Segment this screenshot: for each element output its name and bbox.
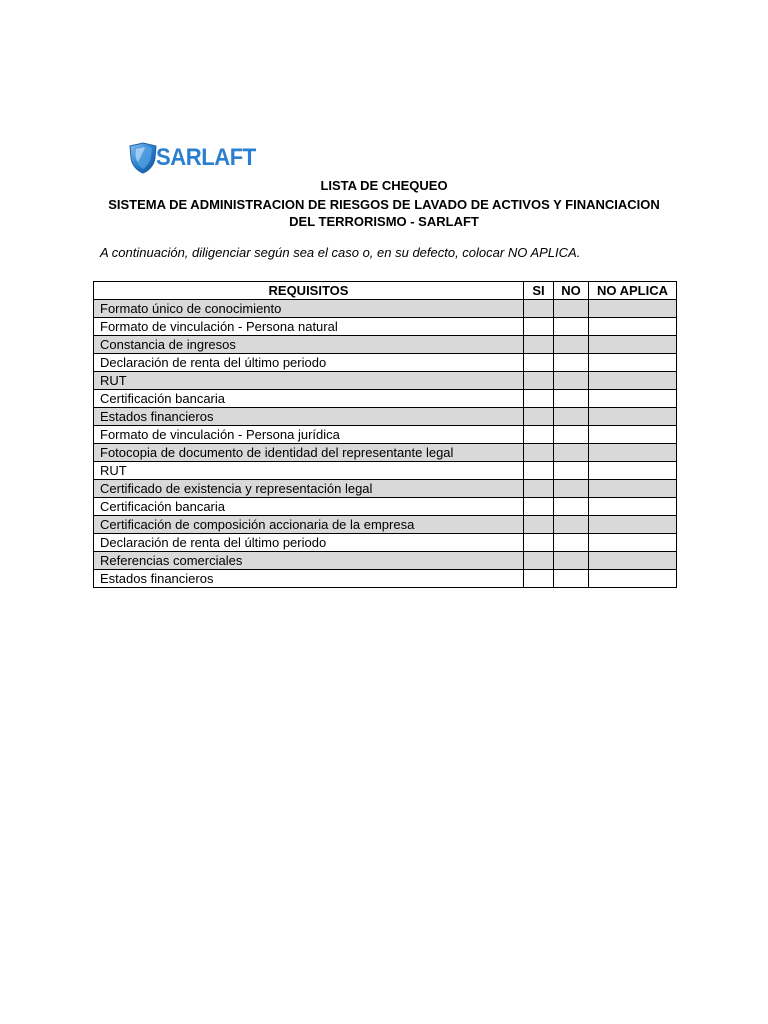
table-row [94,318,677,336]
checkbox-cell-no-aplica[interactable] [589,372,677,390]
requirement-cell: RUT [94,372,524,390]
page-title: LISTA DE CHEQUEO [320,178,448,193]
checkbox-cell-si[interactable] [524,318,554,336]
checkbox-cell-no-aplica[interactable] [589,318,677,336]
checkbox-cell-no[interactable] [554,372,589,390]
checkbox-cell-no-aplica[interactable] [589,462,677,480]
requirement-cell: Estados financieros [94,570,524,588]
requirement-cell: Referencias comerciales [94,552,524,570]
checkbox-cell-no-aplica[interactable] [589,354,677,372]
checkbox-cell-no[interactable] [554,318,589,336]
checkbox-cell-no-aplica[interactable] [589,516,677,534]
checkbox-cell-no[interactable] [554,516,589,534]
checkbox-cell-si[interactable] [524,372,554,390]
instruction-text: A continuación, diligenciar según sea el caso o, en su defecto, colocar NO APLICA. [100,245,581,260]
requirement-cell: Declaración de renta del último periodo [94,534,524,552]
requirement-cell: Formato único de conocimiento [94,300,524,318]
table-row [94,300,677,318]
checkbox-cell-no-aplica[interactable] [589,300,677,318]
checkbox-cell-si[interactable] [524,498,554,516]
checkbox-cell-si[interactable] [524,570,554,588]
checkbox-cell-no[interactable] [554,426,589,444]
checkbox-cell-no[interactable] [554,480,589,498]
requirement-cell: Fotocopia de documento de identidad del representante legal [94,444,524,462]
table-header-row [94,282,677,300]
checkbox-cell-no[interactable] [554,534,589,552]
checkbox-cell-si[interactable] [524,444,554,462]
checkbox-cell-si[interactable] [524,426,554,444]
header-si: SI [524,282,554,300]
page-subtitle: SISTEMA DE ADMINISTRACION DE RIESGOS DE LAVADO DE ACTIVOS Y FINANCIACION DEL TERRORISMO - SARLAFT [108,197,660,229]
checklist-table [93,281,677,588]
table-row [94,552,677,570]
table-row [94,354,677,372]
checkbox-cell-si[interactable] [524,336,554,354]
checkbox-cell-no[interactable] [554,570,589,588]
checkbox-cell-si[interactable] [524,390,554,408]
checkbox-cell-no[interactable] [554,408,589,426]
checkbox-cell-si[interactable] [524,462,554,480]
table-row [94,480,677,498]
table-row [94,426,677,444]
checkbox-cell-no-aplica[interactable] [589,552,677,570]
checkbox-cell-si[interactable] [524,516,554,534]
checkbox-cell-si[interactable] [524,480,554,498]
checkbox-cell-no[interactable] [554,336,589,354]
checkbox-cell-no-aplica[interactable] [589,534,677,552]
checkbox-cell-no-aplica[interactable] [589,390,677,408]
table-row [94,570,677,588]
requirement-cell: Constancia de ingresos [94,336,524,354]
checkbox-cell-no-aplica[interactable] [589,408,677,426]
sarlaft-logo [128,142,264,174]
checkbox-cell-si[interactable] [524,354,554,372]
checkbox-cell-no-aplica[interactable] [589,480,677,498]
checkbox-cell-no[interactable] [554,462,589,480]
requirement-cell: Formato de vinculación - Persona natural [94,318,524,336]
header-no: NO [554,282,589,300]
checkbox-cell-no[interactable] [554,498,589,516]
table-row [94,444,677,462]
header-no-aplica: NO APLICA [589,282,677,300]
table-row [94,372,677,390]
table-row [94,516,677,534]
checkbox-cell-no[interactable] [554,552,589,570]
table-row [94,390,677,408]
table-row [94,498,677,516]
checkbox-cell-no-aplica[interactable] [589,570,677,588]
checkbox-cell-si[interactable] [524,552,554,570]
checkbox-cell-si[interactable] [524,534,554,552]
checkbox-cell-no[interactable] [554,390,589,408]
table-row [94,336,677,354]
requirement-cell: Certificado de existencia y representación legal [94,480,524,498]
requirement-cell: Formato de vinculación - Persona jurídica [94,426,524,444]
requirement-cell: RUT [94,462,524,480]
checkbox-cell-no-aplica[interactable] [589,336,677,354]
checkbox-cell-no-aplica[interactable] [589,498,677,516]
header-requisitos: REQUISITOS [94,282,524,300]
table-row [94,462,677,480]
requirement-cell: Estados financieros [94,408,524,426]
checkbox-cell-no[interactable] [554,300,589,318]
checkbox-cell-no[interactable] [554,444,589,462]
checkbox-cell-no-aplica[interactable] [589,444,677,462]
table-row [94,408,677,426]
table-row [94,534,677,552]
checkbox-cell-si[interactable] [524,408,554,426]
requirement-cell: Declaración de renta del último periodo [94,354,524,372]
logo-text: SARLAFT [156,144,256,171]
checkbox-cell-no-aplica[interactable] [589,426,677,444]
checkbox-cell-no[interactable] [554,354,589,372]
requirement-cell: Certificación bancaria [94,390,524,408]
shield-icon [128,142,158,174]
requirement-cell: Certificación bancaria [94,498,524,516]
requirement-cell: Certificación de composición accionaria de la empresa [94,516,524,534]
checkbox-cell-si[interactable] [524,300,554,318]
